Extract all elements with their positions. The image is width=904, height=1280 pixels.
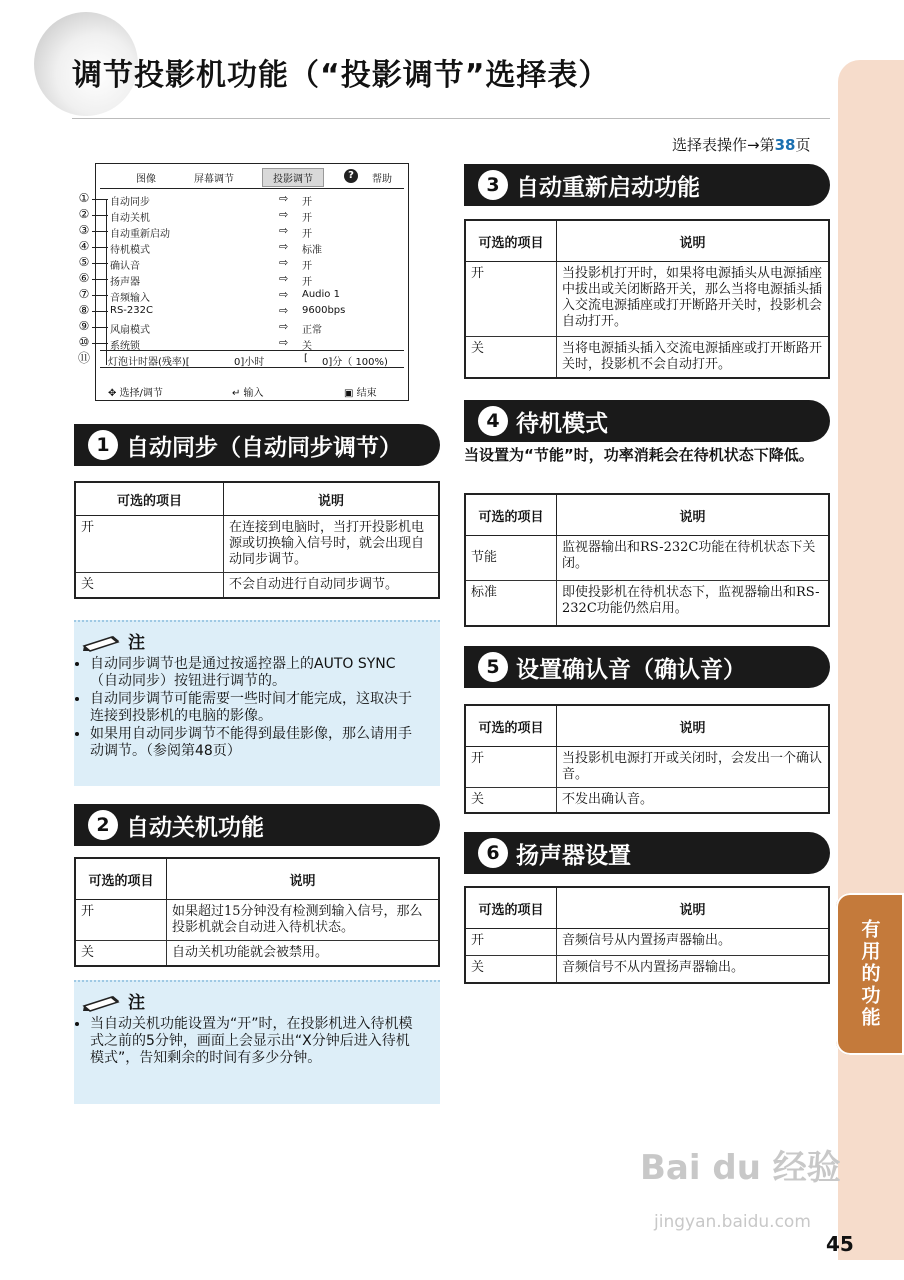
arrow-right-icon: ⇨ [279, 336, 289, 349]
help-icon: ? [344, 169, 358, 183]
arrow-right-icon: ⇨ [279, 256, 289, 269]
page-link[interactable]: 38 [774, 136, 796, 154]
menu-row-value: 开 [302, 261, 312, 272]
section-header-auto-restart [464, 164, 830, 206]
menu-row-value: 开 [302, 213, 312, 224]
confirm-beep-table: 可选的项目 说明 开 当投影机电源打开或关闭时，会发出一个确认音。 关 不发出确认音。 [464, 704, 830, 814]
menu-row-label: 系统锁 [110, 341, 140, 352]
note-item: • 当自动关机功能设置为“开”时，在投影机进入待机模式之前的5分钟，画面上会显示出“X分钟后进入待机模式”，告知剩余的时间有多少分钟。 [90, 1016, 420, 1067]
menu-row-label: 音频输入 [110, 293, 150, 304]
menu-row-value: 开 [302, 197, 312, 208]
callout-number: ⑩ [78, 335, 90, 349]
menu-footer [104, 384, 402, 398]
pencil-icon [82, 994, 122, 1012]
watermark-url: jingyan.baidu.com [654, 1212, 811, 1232]
callout-number: ⑨ [78, 319, 90, 333]
menu-row-value: 9600bps [302, 305, 346, 316]
section-title: 扬声器设置 [516, 842, 631, 869]
menu-row[interactable] [96, 287, 408, 303]
arrow-right-icon: ⇨ [279, 224, 289, 237]
callout-number: ④ [78, 239, 90, 253]
auto-sync-table: 可选的项目 说明 开 在连接到电脑时，当打开投影机电源或切换输入信号时，就会出现自动同步调节。 关 不会自动进行自动同步调节。 [74, 481, 440, 599]
tab-projector-adjust[interactable]: 投影调节 [262, 168, 324, 187]
section-title: 设置确认音（确认音） [516, 656, 746, 683]
title-divider [72, 118, 830, 119]
standby-intro: 当设置为“节能”时，功率消耗会在待机状态下降低。 [464, 446, 814, 464]
menu-row-label: RS-232C [110, 305, 153, 316]
enter-hint: ↵ 输入 [232, 388, 264, 399]
table-row: 开 当投影机电源打开或关闭时，会发出一个确认音。 [465, 747, 829, 788]
arrow-right-icon: ⇨ [279, 208, 289, 221]
section-title: 待机模式 [516, 410, 608, 437]
section-number: 4 [478, 406, 508, 436]
table-row: 开 当投影机打开时，如果将电源插头从电源插座中拔出或关闭断路开关，那么当将电源插头插入交流电源插座或打开断路开关时，投影机会自动打开。 [465, 262, 829, 337]
table-row: 标准 即使投影机在待机状态下，监视器输出和RS-232C功能仍然启用。 [465, 581, 829, 627]
callout-number: ① [78, 191, 90, 205]
menu-row-label: 自动重新启动 [110, 229, 170, 240]
section-header-confirm-beep [464, 646, 830, 688]
menu-row[interactable] [96, 239, 408, 255]
note-item: • 自动同步调节也是通过按遥控器上的AUTO SYNC（自动同步）按钮进行调节的。 [90, 656, 420, 690]
callout-number: ⑧ [78, 303, 90, 317]
menu-row-value: Audio 1 [302, 289, 340, 300]
note-heading: 注 [82, 628, 145, 653]
callout-number: ⑦ [78, 287, 90, 301]
menu-row[interactable] [96, 335, 408, 351]
arrow-right-icon: ⇨ [279, 272, 289, 285]
table-row: 关 不会自动进行自动同步调节。 [75, 573, 439, 599]
arrow-right-icon: ⇨ [279, 288, 289, 301]
menu-row-value: 开 [302, 277, 312, 288]
speaker-table: 可选的项目 说明 开 音频信号从内置扬声器输出。 关 音频信号不从内置扬声器输出。 [464, 886, 830, 984]
menu-screenshot [95, 163, 409, 401]
arrow-right-icon: ⇨ [279, 320, 289, 333]
menu-row-value: 开 [302, 229, 312, 240]
table-row: 节能 监视器输出和RS-232C功能在待机状态下关闭。 [465, 536, 829, 581]
callout-connector [106, 199, 107, 365]
table-row: 关 音频信号不从内置扬声器输出。 [465, 956, 829, 984]
page-number: 45 [826, 1232, 854, 1256]
auto-restart-table: 可选的项目 说明 开 当投影机打开时，如果将电源插头从电源插座中拔出或关闭断路开关，那么当将电源插头插入交流电源插座或打开断路开关时，投影机会自动打开。 关 当将电源插头插入交流电源插座或打开断路开关时，投影机不会自动打开。 [464, 219, 830, 379]
callout-number: ② [78, 207, 90, 221]
menu-row[interactable] [96, 271, 408, 287]
menu-row[interactable] [96, 319, 408, 335]
menu-row[interactable] [96, 223, 408, 239]
menu-row-label: 扬声器 [110, 277, 140, 288]
section-number: 2 [88, 810, 118, 840]
table-row: 关 不发出确认音。 [465, 788, 829, 814]
watermark-logo: Bai du 经验 [640, 1148, 841, 1188]
menu-divider [100, 188, 404, 189]
tab-screen-adjust[interactable]: 屏幕调节 [194, 174, 234, 185]
side-tab-useful-functions[interactable]: 有用的功能 [836, 893, 904, 1055]
menu-row[interactable] [96, 207, 408, 223]
note-item: • 如果用自动同步调节不能得到最佳影像，那么请用手动调节。（参阅第48页） [90, 726, 420, 760]
menu-row-value: 标准 [302, 245, 322, 256]
menu-operation-reference: 选择表操作→第38页 [672, 136, 811, 154]
side-strip [838, 60, 904, 1260]
end-hint: ▣ 结束 [344, 388, 377, 399]
menu-row-label: 风扇模式 [110, 325, 150, 336]
section-number: 3 [478, 170, 508, 200]
menu-row-label: 自动同步 [110, 197, 150, 208]
lamp-timer-row: 灯泡计时器(残率)[ 0]小时 [ 0]分（ 100%) [100, 350, 404, 368]
arrow-right-icon: → [747, 136, 760, 154]
section-title: 自动同步（自动同步调节） [126, 434, 402, 461]
callout-number: ⑥ [78, 271, 90, 285]
section-header-standby-mode [464, 400, 830, 442]
arrow-right-icon: ⇨ [279, 240, 289, 253]
auto-power-off-table: 可选的项目 说明 开 如果超过15分钟没有检测到输入信号，那么投影机就会自动进入待机状态。 关 自动关机功能就会被禁用。 [74, 857, 440, 967]
section-title: 自动重新启动功能 [516, 174, 700, 201]
table-row: 开 如果超过15分钟没有检测到输入信号，那么投影机就会自动进入待机状态。 [75, 900, 439, 941]
note-box-auto-sync [74, 620, 440, 786]
section-header-auto-power-off [74, 804, 440, 846]
note-box-auto-power-off [74, 980, 440, 1104]
section-header-auto-sync [74, 424, 440, 466]
arrow-right-icon: ⇨ [279, 304, 289, 317]
menu-row-label: 自动关机 [110, 213, 150, 224]
menu-row[interactable] [96, 303, 408, 319]
table-row: 开 音频信号从内置扬声器输出。 [465, 929, 829, 956]
tab-picture[interactable]: 图像 [136, 174, 156, 185]
arrow-right-icon: ⇨ [279, 192, 289, 205]
callout-number: ⑪ [77, 351, 90, 365]
table-row: 开 在连接到电脑时，当打开投影机电源或切换输入信号时，就会出现自动同步调节。 [75, 516, 439, 573]
menu-row[interactable] [96, 191, 408, 207]
menu-row-label: 确认音 [110, 261, 140, 272]
standby-mode-table: 可选的项目 说明 节能 监视器输出和RS-232C功能在待机状态下关闭。 标准 即使投影机在待机状态下，监视器输出和RS-232C功能仍然启用。 [464, 493, 830, 627]
section-number: 6 [478, 838, 508, 868]
menu-row-value: 正常 [302, 325, 322, 336]
menu-tabs [96, 167, 408, 185]
section-title: 自动关机功能 [126, 814, 264, 841]
table-row: 关 自动关机功能就会被禁用。 [75, 941, 439, 967]
tab-help[interactable]: 帮助 [372, 174, 392, 185]
page-title: 调节投影机功能（“投影调节”选择表） [72, 58, 610, 93]
section-header-speaker [464, 832, 830, 874]
menu-row-value: 关 [302, 341, 312, 352]
menu-row-label: 待机模式 [110, 245, 150, 256]
callout-number: ③ [78, 223, 90, 237]
pencil-icon [82, 634, 122, 652]
select-adjust-hint: ✥ 选择/调节 [108, 388, 163, 399]
section-number: 5 [478, 652, 508, 682]
table-row: 关 当将电源插头插入交流电源插座或打开断路开关时，投影机不会自动打开。 [465, 337, 829, 379]
note-heading: 注 [82, 988, 145, 1013]
note-item: • 自动同步调节可能需要一些时间才能完成，这取决于连接到投影机的电脑的影像。 [90, 691, 420, 725]
section-number: 1 [88, 430, 118, 460]
callout-number: ⑤ [78, 255, 90, 269]
menu-row[interactable] [96, 255, 408, 271]
